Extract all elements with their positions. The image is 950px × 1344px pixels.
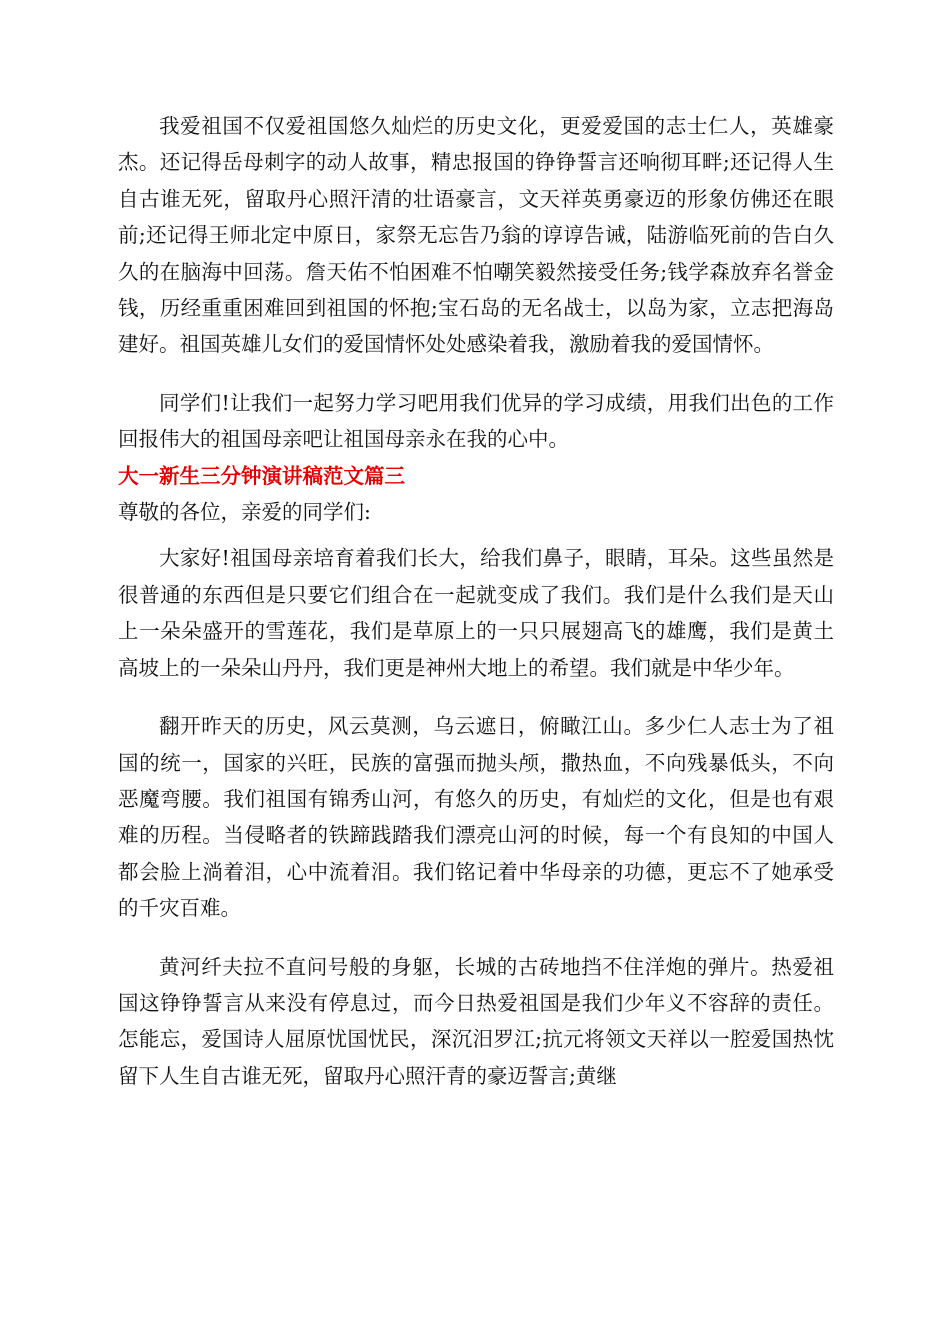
body-paragraph: 大家好!祖国母亲培育着我们长大，给我们鼻子，眼睛，耳朵。这些虽然是很普通的东西但是只要它们组合在一起就变成了我们。我们是什么我们是天山上一朵朵盛开的雪莲花，我们是草原上的一只只展翅高飞的雄鹰，我们是黄土高坡上的一朵朵山丹丹，我们更是神州大地上的希望。我们就是中华少年。	[118, 546, 834, 680]
salutation: 尊敬的各位，亲爱的同学们:	[118, 500, 371, 525]
section-heading: 大一新生三分钟演讲稿范文篇三	[118, 463, 405, 488]
document-page	[118, 108, 834, 1094]
body-paragraph: 我爱祖国不仅爱祖国悠久灿烂的历史文化，更爱爱国的志士仁人，英雄豪杰。还记得岳母刺字的动人故事，精忠报国的铮铮誓言还响彻耳畔;还记得人生自古谁无死，留取丹心照汗清的壮语豪言，文天祥英勇豪迈的形象仿佛还在眼前;还记得王师北定中原日，家祭无忘告乃翁的谆谆告诫，陆游临死前的告白久久的在脑海中回荡。詹天佑不怕困难不怕嘲笑毅然接受任务;钱学森放弃名誉金钱，历经重重困难回到祖国的怀抱;宝石岛的无名战士，以岛为家，立志把海岛建好。祖国英雄儿女们的爱国情怀处处感染着我，激励着我的爱国情怀。	[118, 114, 834, 357]
body-paragraph: 同学们!让我们一起努力学习吧用我们优异的学习成绩，用我们出色的工作回报伟大的祖国母亲吧让祖国母亲永在我的心中。	[118, 390, 834, 452]
body-paragraph: 翻开昨天的历史，风云莫测，乌云遮日，俯瞰江山。多少仁人志士为了祖国的统一，国家的兴旺，民族的富强而抛头颅，撒热血，不向残暴低头，不向恶魔弯腰。我们祖国有锦秀山河，有悠久的历史，有灿烂的文化，但是也有艰难的历程。当侵略者的铁蹄践踏我们漂亮山河的时候，每一个有良知的中国人都会脸上淌着泪，心中流着泪。我们铭记着中华母亲的功德，更忘不了她承受的千灾百难。	[118, 714, 834, 921]
body-paragraph: 黄河纤夫拉不直问号般的身躯，长城的古砖地挡不住洋炮的弹片。热爱祖国这铮铮誓言从来没有停息过，而今日热爱祖国是我们少年义不容辞的责任。怎能忘，爱国诗人屈原忧国忧民，深沉汨罗江;抗元将领文天祥以一腔爱国热忱留下人生自古谁无死，留取丹心照汗青的豪迈誓言;黄继	[118, 954, 834, 1088]
